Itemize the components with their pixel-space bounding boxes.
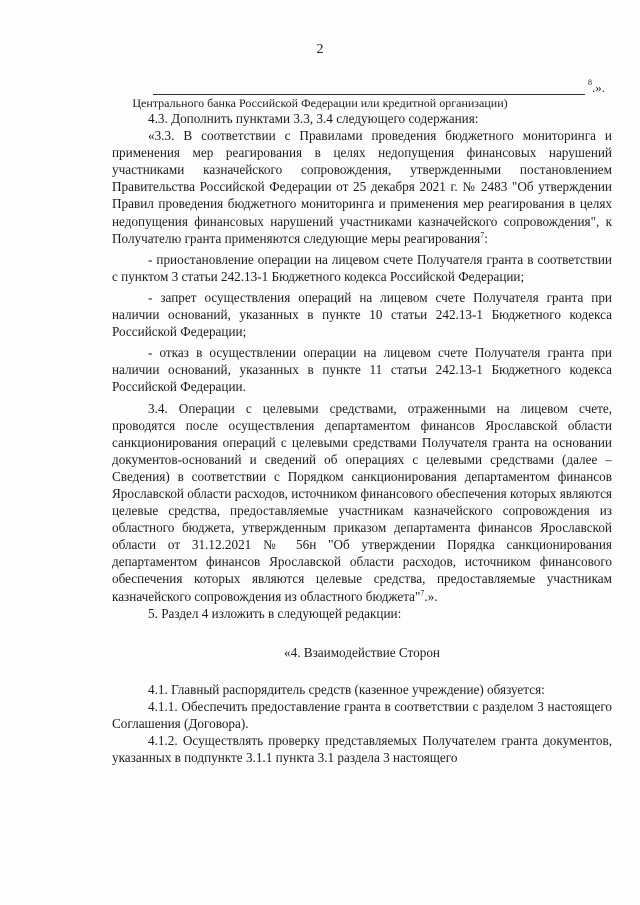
paragraph-4-1-2: 4.1.2. Осуществлять проверку представляемых Получателем гранта документов, указанных в подпункте 3.1.1 пункта 3.1 раздела 3 настоящего xyxy=(112,733,612,766)
paragraph-3-4 xyxy=(112,400,612,605)
footnote-closing-mark xyxy=(588,80,605,96)
measure-item-suspension: - приостановление операции на лицевом счете Получателя гранта в соответствии с пунктом 3 статьи 242.13-1 Бюджетного кодекса Российской Федерации; xyxy=(112,251,612,284)
fill-in-underline xyxy=(153,94,585,95)
document-body xyxy=(112,110,612,766)
paragraph-4-1: 4.1. Главный распорядитель средств (казенное учреждение) обязуется: xyxy=(148,681,545,697)
paragraph-3-3-end: : xyxy=(484,230,488,246)
bank-caption: Центрального банка Российской Федерации или кредитной организации) xyxy=(132,96,508,110)
paragraph-3-3-text: «3.3. В соответствии с Правилами проведения бюджетного мониторинга и применения мер реагирования в целях недопущения финансовых нарушений участниками казначейского сопровождения, утвержденными постановлением Правительства Российской Федерации от 25 декабря 2021 г. № 2483 "Об утверждении Правил проведения бюджетного мониторинга и применения мер реагирования в целях недопущения финансовых нарушений участниками казначейского сопровождения", к Получателю гранта применяются следующие меры реагирования xyxy=(112,128,612,246)
footnote-ref-8: 8 xyxy=(588,78,592,87)
footnote-ref-7-second: 7 xyxy=(420,588,425,598)
closing-quote: .». xyxy=(592,80,605,95)
measure-item-prohibition: - запрет осуществления операций на лицевом счете Получателя гранта при наличии оснований, указанных в пункте 10 статьи 242.13-1 Бюджетного кодекса Российской Федерации; xyxy=(112,289,612,340)
section-heading: «4. Взаимодействие Сторон xyxy=(284,644,440,660)
paragraph-4-3: 4.3. Дополнить пунктами 3.3, 3.4 следующего содержания: xyxy=(148,111,479,126)
paragraph-3-4-text: 3.4. Операции с целевыми средствами, отраженными на лицевом счете, проводятся после осуществления департаментом финансов Ярославской области санкционирования операций с целевыми средствами Получателя гранта на основании документов-оснований и сведений об операциях с целевыми средствами (далее – Сведения) в соответствии с Порядком санкционирования департаментом финансов Ярославской области расходов, источником финансового обеспечения которых являются целевые средства, предоставляемые участникам казначейского сопровождения из областного бюджета, утвержденным приказом департамента финансов Ярославской области от 31.12.2021 № 56н "Об утверждении Порядка санкционирования департаментом финансов Ярославской области расходов, источником финансового обеспечения которых являются целевые средства, предоставляемые участникам казначейского сопровождения из областного бюджета" xyxy=(112,400,612,604)
paragraph-4-1-1: 4.1.1. Обеспечить предоставление гранта в соответствии с разделом 3 настоящего Соглашения (Договора). xyxy=(112,698,612,731)
page-number: 2 xyxy=(316,42,324,57)
paragraph-3-3 xyxy=(112,127,612,247)
footnote-ref-7: 7 xyxy=(480,230,485,240)
paragraph-3-4-end: .». xyxy=(424,588,438,604)
measure-item-refusal: - отказ в осуществлении операции на лицевом счете Получателя гранта при наличии оснований, указанных в пункте 11 статьи 242.13-1 Бюджетного кодекса Российской Федерации. xyxy=(112,345,612,395)
paragraph-5: 5. Раздел 4 изложить в следующей редакции: xyxy=(148,605,402,621)
